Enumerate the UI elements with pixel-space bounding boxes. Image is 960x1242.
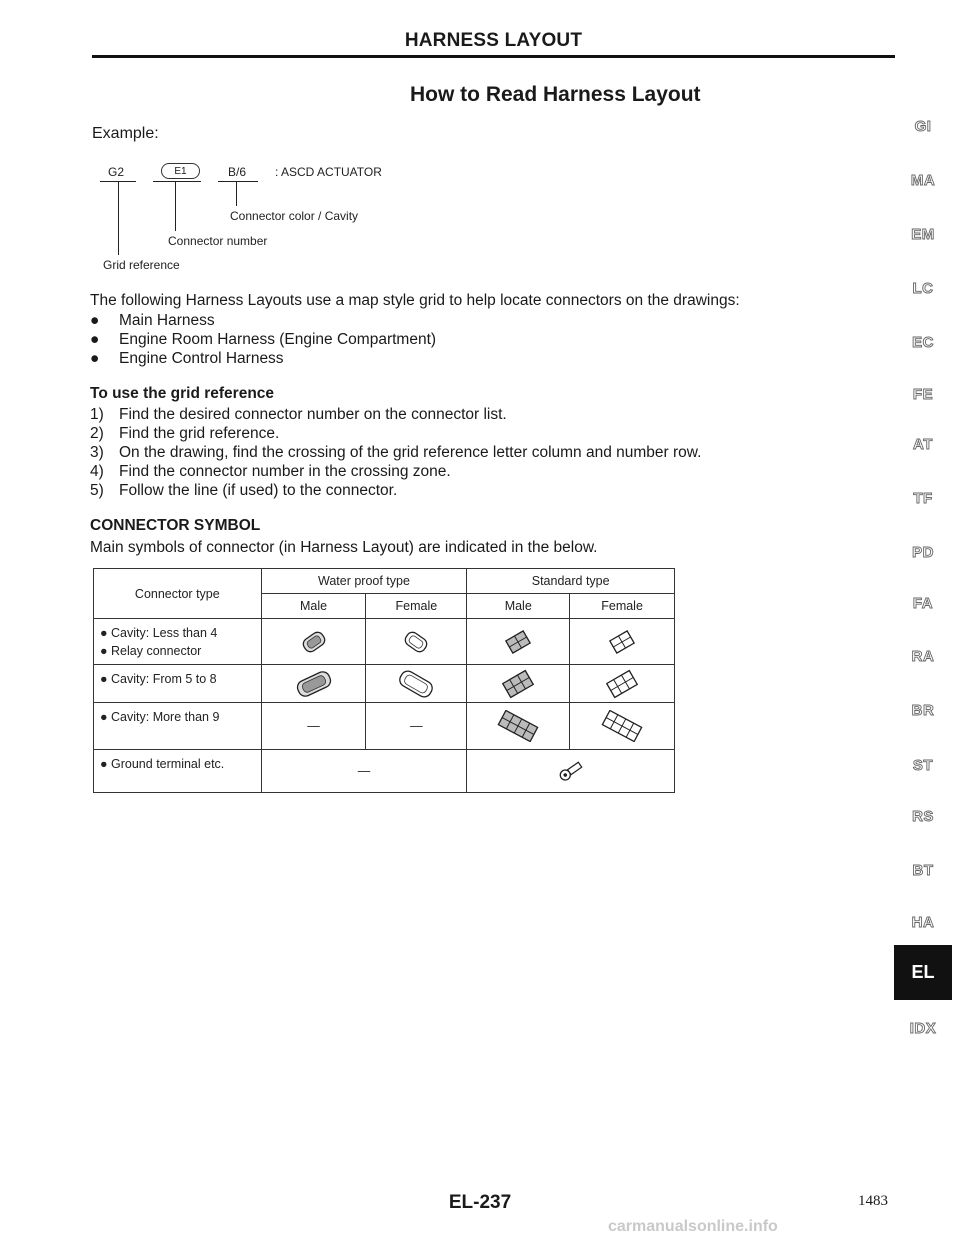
label-connector-number: Connector number <box>168 234 268 248</box>
table-row <box>94 619 675 665</box>
tab-st[interactable]: ST <box>912 757 934 774</box>
table-cell-none: — <box>366 703 467 750</box>
tab-ma[interactable]: MA <box>910 172 936 189</box>
list-item: 4) Find the connector number in the crossing zone. <box>90 463 451 480</box>
table-row <box>94 703 675 750</box>
row-label: ● Cavity: From 5 to 8 <box>94 665 262 703</box>
tab-ec[interactable]: EC <box>912 334 934 351</box>
tab-gi[interactable]: GI <box>914 118 932 135</box>
example-color-cavity: B/6 <box>228 165 247 179</box>
tab-br[interactable]: BR <box>911 702 935 719</box>
callout-line-color <box>236 181 237 206</box>
tab-ra[interactable]: RA <box>911 648 935 665</box>
callout-line-grid <box>118 181 119 255</box>
bullet-icon: ● <box>90 331 100 348</box>
callout-tick-connector <box>153 181 201 182</box>
label-connector-color-cavity: Connector color / Cavity <box>230 209 359 223</box>
tab-fa[interactable]: FA <box>912 595 934 612</box>
table-header-connector-type: Connector type <box>94 569 262 619</box>
standard-male-small-connector-icon <box>501 628 535 656</box>
example-label: Example: <box>92 125 159 142</box>
table-header-waterproof: Water proof type <box>261 569 467 594</box>
list-item: 1) Find the desired connector number on the connector list. <box>90 406 507 423</box>
tab-el-active[interactable]: EL <box>894 945 952 1000</box>
tab-bt[interactable]: BT <box>912 862 934 879</box>
harness-list <box>90 311 436 368</box>
tab-tf[interactable]: TF <box>913 490 933 507</box>
example-grid-code: G2 <box>108 165 125 179</box>
list-item: ● Main Harness <box>90 312 215 329</box>
page-header: HARNESS LAYOUT <box>404 30 583 51</box>
tab-em[interactable]: EM <box>911 226 935 243</box>
list-item: 2) Find the grid reference. <box>90 425 280 442</box>
standard-female-small-connector-icon <box>605 628 639 656</box>
tab-at[interactable]: AT <box>913 436 933 453</box>
callout-tick-color <box>218 181 258 182</box>
tab-rs[interactable]: RS <box>912 808 934 825</box>
example-description: : ASCD ACTUATOR <box>275 165 382 179</box>
header-rule <box>92 55 895 58</box>
example-connector-code: E1 <box>161 163 200 179</box>
waterproof-female-small-connector-icon <box>399 628 433 656</box>
table-cell-none: — <box>261 750 467 793</box>
page-code: EL-237 <box>448 1192 512 1213</box>
waterproof-male-medium-connector-icon <box>291 669 337 699</box>
section-title: How to Read Harness Layout <box>410 83 701 106</box>
table-header-waterproof-female: Female <box>366 594 467 619</box>
standard-female-large-connector-icon <box>598 710 646 742</box>
page-number: 1483 <box>858 1193 888 1209</box>
tab-fe[interactable]: FE <box>912 386 934 403</box>
intro-paragraph: The following Harness Layouts use a map style grid to help locate connectors on the drawings: <box>90 292 740 309</box>
ground-terminal-icon <box>554 758 588 784</box>
table-row <box>94 750 675 793</box>
table-header-standard-male: Male <box>467 594 570 619</box>
connector-symbol-intro: Main symbols of connector (in Harness Layout) are indicated in the below. <box>90 539 598 556</box>
row-label: ● Ground terminal etc. <box>94 750 262 793</box>
standard-male-large-connector-icon <box>494 710 542 742</box>
grid-reference-heading: To use the grid reference <box>90 385 275 402</box>
standard-male-medium-connector-icon <box>498 669 538 699</box>
waterproof-male-small-connector-icon <box>297 628 331 656</box>
bullet-icon: ● <box>90 312 100 329</box>
table-header-standard-female: Female <box>570 594 675 619</box>
table-header-standard: Standard type <box>467 569 675 594</box>
tab-pd[interactable]: PD <box>912 544 934 561</box>
bullet-icon: ● <box>90 350 100 367</box>
connector-symbol-heading: CONNECTOR SYMBOL <box>90 517 261 534</box>
waterproof-female-medium-connector-icon <box>393 669 439 699</box>
label-grid-reference: Grid reference <box>103 258 180 272</box>
list-item: 5) Follow the line (if used) to the connector. <box>90 482 398 499</box>
list-item: ● Engine Room Harness (Engine Compartment) <box>90 331 437 348</box>
row-label: ● Cavity: More than 9 <box>94 703 262 750</box>
list-item: 3) On the drawing, find the crossing of the grid reference letter column and number row. <box>90 444 702 461</box>
connector-symbol-table <box>93 568 675 793</box>
row-label: ● Cavity: Less than 4 ● Relay connector <box>94 619 262 665</box>
tab-lc[interactable]: LC <box>912 280 934 297</box>
tab-idx[interactable]: IDX <box>909 1020 937 1037</box>
standard-female-medium-connector-icon <box>602 669 642 699</box>
list-item: ● Engine Control Harness <box>90 350 284 367</box>
callout-line-connector <box>175 181 176 231</box>
table-header-waterproof-male: Male <box>261 594 366 619</box>
watermark: carmanualsonline.info <box>608 1218 778 1235</box>
tab-ha[interactable]: HA <box>911 914 935 931</box>
table-row <box>94 665 675 703</box>
table-cell-none: — <box>261 703 366 750</box>
grid-reference-steps <box>90 405 701 500</box>
